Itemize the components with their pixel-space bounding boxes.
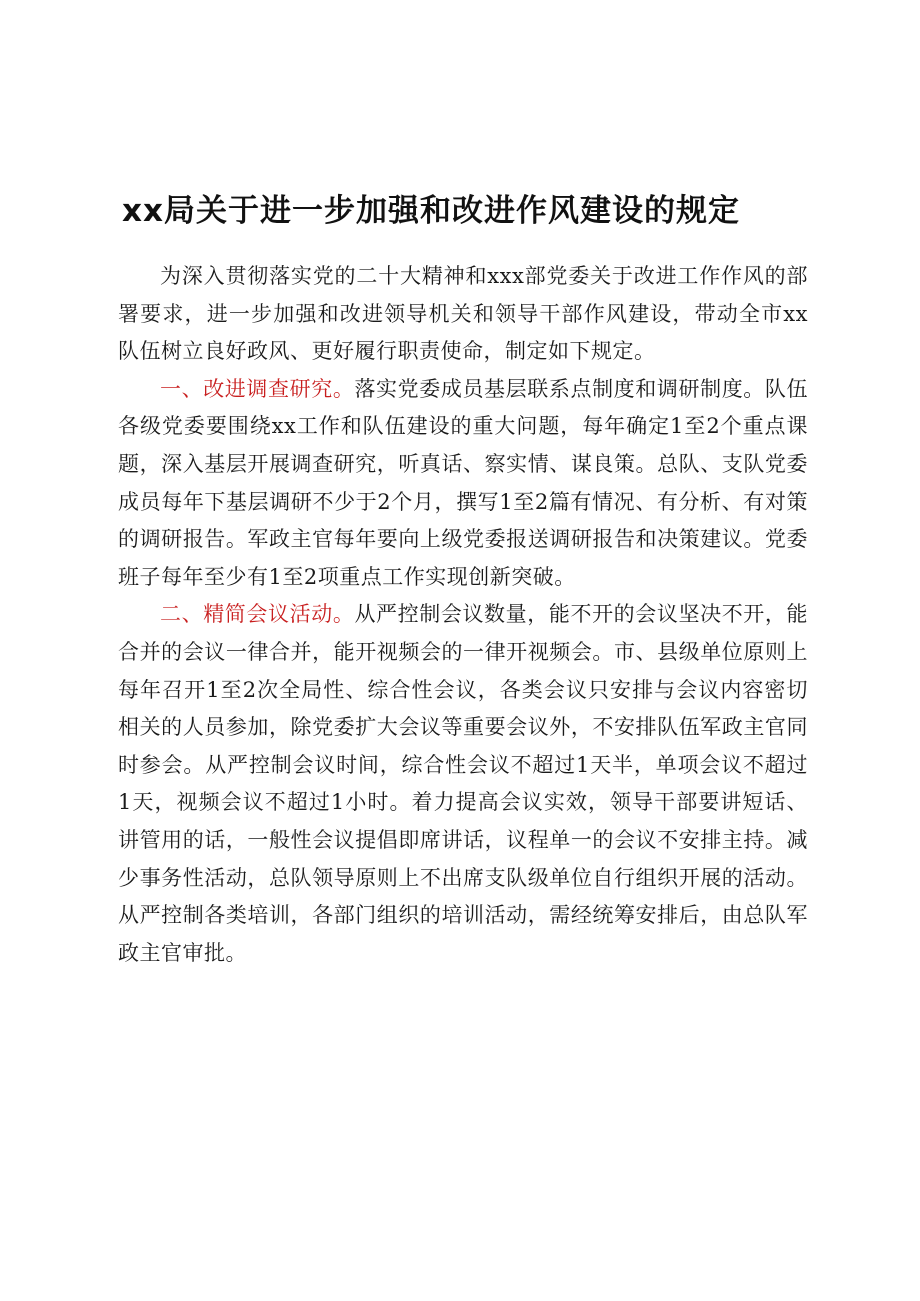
document-body [118, 258, 808, 972]
section-paragraph-1 [118, 371, 808, 597]
section-heading-1: 一、改进调查研究。 [160, 376, 355, 401]
section-text-2: 从严控制会议数量，能不开的会议坚决不开，能合并的会议一律合并，能开视频会的一律开视频会。市、县级单位原则上每年召开1至2次全局性、综合性会议，各类会议只安排与会议内容密切相关的人员参加，除党委扩大会议等重要会议外，不安排队伍军政主官同时参会。从严控制会议时间，综合性会议不超过1天半，单项会议不超过1天，视频会议不超过1小时。着力提高会议实效，领导干部要讲短话、讲管用的话，一般性会议提倡即席讲话，议程单一的会议不安排主持。减少事务性活动，总队领导原则上不出席支队级单位自行组织开展的活动。从严控制各类培训，各部门组织的培训活动，需经统筹安排后，由总队军政主官审批。 [118, 602, 809, 965]
section-heading-2: 二、精简会议活动。 [160, 602, 355, 627]
section-paragraph-2 [118, 596, 808, 972]
intro-paragraph: 为深入贯彻落实党的二十大精神和xxx部党委关于改进工作作风的部署要求，进一步加强和改进领导机关和领导干部作风建设，带动全市xx队伍树立良好政风、更好履行职责使命，制定如下规定。 [118, 264, 808, 364]
section-text-1: 落实党委成员基层联系点制度和调研制度。队伍各级党委要围绕xx工作和队伍建设的重大问题，每年确定1至2个重点课题，深入基层开展调查研究，听真话、察实情、谋良策。总队、支队党委成员每年下基层调研不少于2个月，撰写1至2篇有情况、有分析、有对策的调研报告。军政主官每年要向上级党委报送调研报告和决策建议。党委班子每年至少有1至2项重点工作实现创新突破。 [118, 376, 809, 589]
document-title: xx局关于进一步加强和改进作风建设的规定 [122, 193, 740, 229]
